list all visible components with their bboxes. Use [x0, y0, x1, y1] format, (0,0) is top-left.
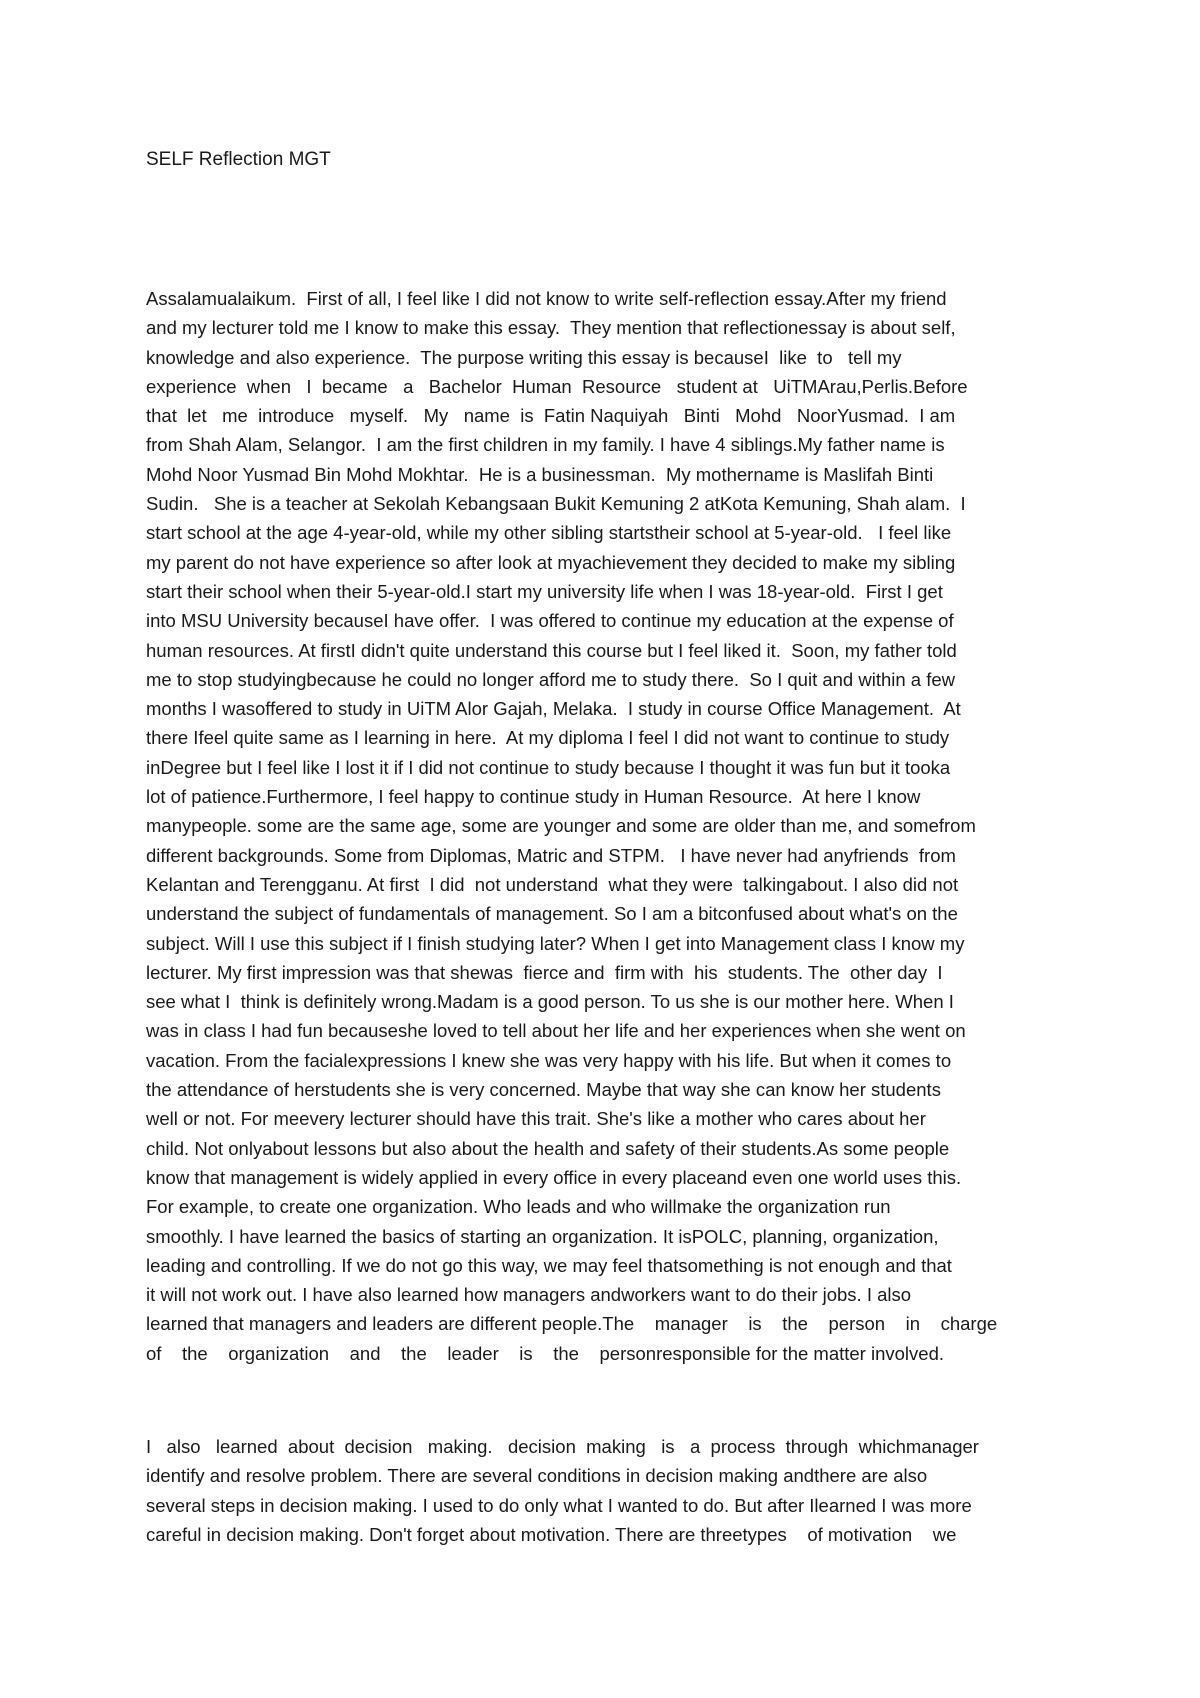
text-line: it will not work out. I have also learned how managers andworkers want to do their jobs. I also — [146, 1284, 912, 1306]
text-line: smoothly. I have learned the basics of starting an organization. It isPOLC, planning, organization, — [146, 1225, 939, 1247]
text-line: Sudin. She is a teacher at Sekolah Kebangsaan Bukit Kemuning 2 atKota Kemuning, Shah alam. I — [146, 493, 966, 515]
text-line: know that management is widely applied in every office in every placeand even one world uses this. — [146, 1166, 962, 1188]
text-line: child. Not onlyabout lessons but also about the health and safety of their students.As some people — [146, 1137, 950, 1159]
text-line: from Shah Alam, Selangor. I am the first children in my family. I have 4 siblings.My father name is — [146, 434, 945, 456]
text-line: For example, to create one organization. Who leads and who willmake the organization run — [146, 1196, 891, 1218]
document-title: SELF Reflection MGT — [146, 149, 331, 170]
text-line: start school at the age 4-year-old, while my other sibling startstheir school at 5-year-old. I feel like — [146, 522, 952, 544]
text-line: human resources. At firstI didn't quite understand this course but I feel liked it. Soon, my father told — [146, 639, 957, 661]
text-line: Assalamualaikum. First of all, I feel like I did not know to write self-reflection essay.After my friend — [146, 288, 947, 309]
text-line: see what I think is definitely wrong.Madam is a good person. To us she is our mother here. When I — [146, 991, 954, 1013]
paragraph-2 — [146, 1432, 1046, 1549]
text-line: Kelantan and Terengganu. At first I did not understand what they were talkingabout. I also did not — [146, 873, 959, 895]
text-line: me to stop studyingbecause he could no longer afford me to study there. So I quit and within a few — [146, 668, 956, 690]
text-line: leading and controlling. If we do not go this way, we may feel thatsomething is not enough and that — [146, 1254, 952, 1276]
text-line: vacation. From the facialexpressions I knew she was very happy with his life. But when it comes to — [146, 1049, 952, 1071]
text-line: experience when I became a Bachelor Human Resource student at UiTMArau,Perlis.Before — [146, 375, 968, 397]
text-line: into MSU University becauseI have offer. I was offered to continue my education at the expense of — [146, 610, 954, 632]
text-line: there Ifeel quite same as I learning in here. At my diploma I feel I did not want to continue to study — [146, 727, 950, 749]
text-line: understand the subject of fundamentals of management. So I am a bitconfused about what's on the — [146, 903, 958, 925]
text-line: lot of patience.Furthermore, I feel happy to continue study in Human Resource. At here I know — [146, 786, 921, 808]
text-line: I also learned about decision making. decision making is a process through whichmanager — [146, 1436, 979, 1457]
text-line: that let me introduce myself. My name is Fatin Naquiyah Binti Mohd NoorYusmad. I am — [146, 405, 956, 427]
text-line: the attendance of herstudents she is very concerned. Maybe that way she can know her students — [146, 1079, 941, 1101]
text-line: of the organization and the leader is the personresponsible for the matter involved. — [146, 1342, 944, 1364]
paragraph-1 — [146, 284, 1046, 1368]
text-line: Mohd Noor Yusmad Bin Mohd Mokhtar. He is a businessman. My mothername is Maslifah Binti — [146, 463, 934, 485]
text-line: several steps in decision making. I used to do only what I wanted to do. But after Ilearned I was more — [146, 1494, 972, 1516]
text-line: my parent do not have experience so after look at myachievement they decided to make my sibling — [146, 551, 956, 573]
text-line: was in class I had fun becauseshe loved to tell about her life and her experiences when she went on — [146, 1020, 966, 1042]
text-line: lecturer. My first impression was that shewas fierce and firm with his students. The other day I — [146, 961, 943, 983]
text-line: start their school when their 5-year-old.I start my university life when I was 18-year-old. First I get — [146, 580, 943, 602]
text-line: well or not. For meevery lecturer should have this trait. She's like a mother who cares about her — [146, 1108, 926, 1130]
text-line: inDegree but I feel like I lost it if I did not continue to study because I thought it was fun but it tooka — [146, 756, 951, 778]
text-line: and my lecturer told me I know to make this essay. They mention that reflectionessay is about self, — [146, 317, 956, 339]
text-line: subject. Will I use this subject if I finish studying later? When I get into Management class I know my — [146, 932, 965, 954]
text-line: careful in decision making. Don't forget about motivation. There are threetypes of motivation we — [146, 1523, 957, 1545]
text-line: manypeople. some are the same age, some are younger and some are older than me, and somefrom — [146, 815, 976, 837]
text-line: identify and resolve problem. There are several conditions in decision making andthere are also — [146, 1465, 928, 1487]
text-line: knowledge and also experience. The purpose writing this essay is becauseI like to tell my — [146, 346, 902, 368]
text-line: learned that managers and leaders are different people.The manager is the person in charge — [146, 1313, 998, 1335]
text-line: different backgrounds. Some from Diplomas, Matric and STPM. I have never had anyfriends from — [146, 844, 956, 866]
text-line: months I wasoffered to study in UiTM Alor Gajah, Melaka. I study in course Office Management. At — [146, 698, 961, 720]
